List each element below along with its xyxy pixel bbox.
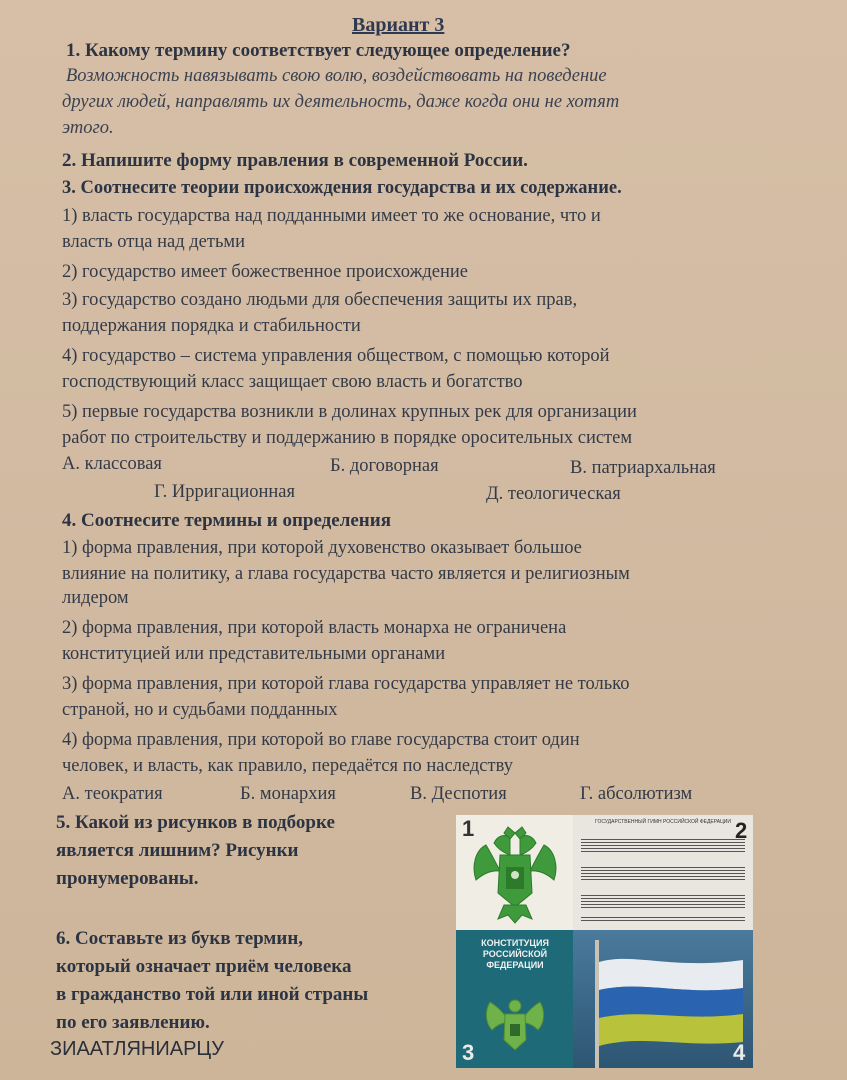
q3-line: работ по строительству и поддержанию в порядке оросительных систем bbox=[62, 428, 633, 448]
q4-line: 4) форма правления, при которой во главе государства стоит один bbox=[62, 730, 580, 750]
q4-option-a: А. теократия bbox=[62, 784, 163, 804]
constitution-title: КОНСТИТУЦИЯ РОССИЙСКОЙ ФЕДЕРАЦИИ bbox=[481, 938, 549, 970]
q5-line: является лишним? Рисунки bbox=[56, 840, 299, 861]
constitution-eagle-icon bbox=[480, 990, 550, 1060]
q2-heading: 2. Напишите форму правления в современной России. bbox=[62, 150, 528, 171]
q4-option-b: Б. монархия bbox=[240, 784, 336, 804]
q6-line: по его заявлению. bbox=[56, 1012, 210, 1033]
q6-letters: ЗИААТЛЯНИАРЦУ bbox=[50, 1038, 224, 1060]
q4-line: 1) форма правления, при которой духовенство оказывает большое bbox=[62, 538, 582, 558]
q4-line: 3) форма правления, при которой глава государства управляет не только bbox=[62, 674, 630, 694]
q4-line: страной, но и судьбами подданных bbox=[62, 700, 338, 720]
q6-line: который означает приём человека bbox=[56, 956, 352, 977]
q1-line: других людей, направлять их деятельность, даже когда они не хотят bbox=[62, 92, 620, 112]
q3-line: 1) власть государства над подданными имеет то же основание, что и bbox=[62, 206, 601, 226]
picture-anthem-sheet bbox=[573, 815, 753, 930]
q4-option-v: В. Деспотия bbox=[410, 784, 507, 804]
q5-line: пронумерованы. bbox=[56, 868, 199, 889]
q4-heading: 4. Соотнесите термины и определения bbox=[62, 510, 391, 531]
q4-line: влияние на политику, а глава государства часто является и религиозным bbox=[62, 564, 630, 584]
q3-line: господствующий класс защищает свою власть и богатство bbox=[62, 372, 523, 392]
q4-line: человек, и власть, как правило, передаётся по наследству bbox=[62, 756, 513, 776]
q6-line: в гражданство той или иной страны bbox=[56, 984, 369, 1005]
q3-option-v: В. патриархальная bbox=[570, 458, 716, 478]
q3-option-b: Б. договорная bbox=[330, 456, 439, 476]
q3-line: 3) государство создано людьми для обеспечения защиты их прав, bbox=[62, 290, 578, 310]
q3-option-g: Г. Ирригационная bbox=[154, 482, 295, 502]
picture-number-4: 4 bbox=[733, 1040, 746, 1065]
anthem-title: ГОСУДАРСТВЕННЫЙ ГИМН РОССИЙСКОЙ ФЕДЕРАЦИИ bbox=[595, 819, 731, 825]
picture-number-1: 1 bbox=[462, 816, 475, 841]
q3-heading: 3. Соотнесите теории происхождения государства и их содержание. bbox=[62, 178, 622, 198]
q4-option-g: Г. абсолютизм bbox=[580, 784, 693, 804]
q5-line: 5. Какой из рисунков в подборке bbox=[56, 812, 335, 833]
q6-line: 6. Составьте из букв термин, bbox=[56, 928, 304, 949]
q3-option-a: А. классовая bbox=[62, 454, 162, 474]
q3-option-d: Д. теологическая bbox=[486, 484, 621, 504]
q1-line: этого. bbox=[62, 118, 114, 138]
picture-flag bbox=[573, 930, 753, 1068]
q1-heading: 1. Какому термину соответствует следующее определение? bbox=[66, 40, 571, 61]
q3-line: 2) государство имеет божественное происхождение bbox=[62, 262, 468, 282]
russian-flag-icon bbox=[573, 930, 753, 1068]
q4-line: конституцией или представительными органами bbox=[62, 644, 446, 664]
variant-title: Вариант 3 bbox=[352, 14, 445, 36]
q4-line: 2) форма правления, при которой власть монарха не ограничена bbox=[62, 618, 567, 638]
picture-number-3: 3 bbox=[462, 1040, 475, 1065]
q3-line: 4) государство – система управления обществом, с помощью которой bbox=[62, 346, 610, 366]
picture-number-2: 2 bbox=[735, 818, 748, 843]
q3-line: поддержания порядка и стабильности bbox=[62, 316, 361, 336]
q1-line: Возможность навязывать свою волю, воздействовать на поведение bbox=[66, 66, 607, 86]
q4-line: лидером bbox=[62, 588, 129, 608]
q3-line: власть отца над детьми bbox=[62, 232, 246, 252]
q3-line: 5) первые государства возникли в долинах крупных рек для организации bbox=[62, 402, 637, 422]
